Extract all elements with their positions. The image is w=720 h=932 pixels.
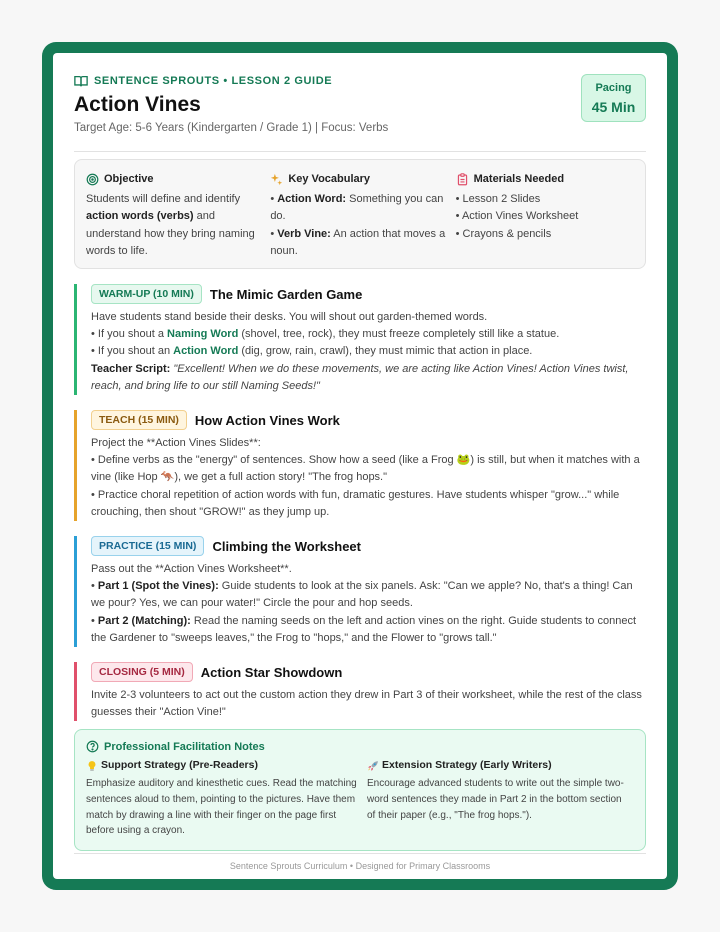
objective-column [86,171,270,268]
extension-text: Encourage advanced students to write out the simple two-word sentences they made in Part 2 in the bottom section of their paper (e.g., "The frog hops."). [367,778,624,821]
materials-heading: Materials Needed [473,173,565,185]
closing-section [74,662,646,721]
closing-title: Action Star Showdown [200,664,343,680]
sparkles-icon [270,173,283,186]
warmup-section [74,284,646,395]
warmup-title: The Mimic Garden Game [209,286,363,302]
practice-section [74,536,646,647]
closing-badge: CLOSING (5 MIN) [91,662,193,682]
question-circle-icon [86,740,99,753]
kicker-text: SENTENCE SPROUTS • LESSON 2 GUIDE [94,75,333,87]
page-footer: Sentence Sprouts Curriculum • Designed for Primary Classrooms [74,853,646,871]
teach-body: Project the **Action Vines Slides**: • Define verbs as the "energy" of sentences. Show how a seed (like a Frog 🐸) is still, but when it matches with a vine (like Hop 🦘), we get a full action story! "The frog hops." • Practice choral repetition of action words with fun, dramatic gestures. Have students whisper "grow..." while crouching, then shout "GROW!" as they jump up. [91,437,640,518]
material-item: • Lesson 2 Slides [455,192,541,205]
notes-heading: Professional Facilitation Notes [104,740,265,753]
overview-box [74,159,646,269]
closing-body: Invite 2-3 volunteers to act out the custom action they drew in Part 3 of their worksheet, while the rest of the class guesses their "Action Vine!" [91,689,642,719]
lesson-card [53,53,667,879]
page-title: Action Vines [74,93,201,116]
teach-badge: TEACH (15 MIN) [91,410,187,430]
facilitation-notes [74,729,646,851]
extension-strategy [367,758,627,839]
pacing-label: Pacing [595,82,632,94]
support-heading: Support Strategy (Pre-Readers) [101,759,258,772]
extension-heading: Extension Strategy (Early Writers) [382,759,552,772]
page-subtitle: Target Age: 5-6 Years (Kindergarten / Grade 1) | Focus: Verbs [74,122,389,134]
clipboard-icon [456,173,469,186]
lesson-header [74,74,646,152]
support-text: Emphasize auditory and kinesthetic cues. Read the matching sentences aloud to them, pointing to the pictures. Have them match by drawing a line with their finger on the page first before using a crayon. [86,778,357,837]
pacing-value: 45 Min [591,99,636,115]
pacing-badge [581,74,646,122]
vocab-item: • Verb Vine: An action that moves a noun. [270,227,446,257]
rocket-icon [367,760,379,772]
practice-body: Pass out the **Action Vines Worksheet**. • Part 1 (Spot the Vines): Guide students to look at the six panels. Ask: "Can we apple? No, that's a thing! Can we pour? Yes, we can pour water!" Circle the pour and hop seeds. • Part 2 (Matching): Read the naming seeds on the left and action vines on the right. Guide students to connect the Gardener to "sweeps leaves," the Frog to "hops," and the Flower to "grows tall." [91,563,637,644]
practice-badge: PRACTICE (15 MIN) [91,536,204,556]
lightbulb-icon [86,760,98,772]
teach-title: How Action Vines Work [194,412,340,428]
vocabulary-heading: Key Vocabulary [288,173,371,185]
material-item: • Crayons & pencils [455,227,552,240]
warmup-body: Have students stand beside their desks. You will shout out garden-themed words. • If you shout a Naming Word (shovel, tree, rock), they must freeze completely still like a statue. • If you shout an Action Word (dig, grow, rain, crawl), they must mimic that action in place. Teacher Script: "Excellent! When we do these movements, we are acting like Action Vines! Action Vines twist, reach, and bring life to our still Naming Seeds!" [91,311,629,392]
target-icon [86,173,99,186]
objective-text: Students will define and identify action words (verbs) and understand how they bring naming words to life. [86,192,255,257]
teach-section [74,410,646,521]
vocabulary-column [270,171,455,268]
page-frame [42,42,678,890]
lesson-kicker [74,74,646,88]
materials-column [456,171,634,268]
book-icon [74,74,88,88]
material-item: • Action Vines Worksheet [455,210,579,222]
practice-title: Climbing the Worksheet [212,538,361,554]
support-strategy [86,758,367,839]
objective-heading: Objective [104,173,154,185]
warmup-badge: WARM-UP (10 MIN) [91,284,202,304]
vocab-item: • Action Word: Something you can do. [270,192,444,222]
